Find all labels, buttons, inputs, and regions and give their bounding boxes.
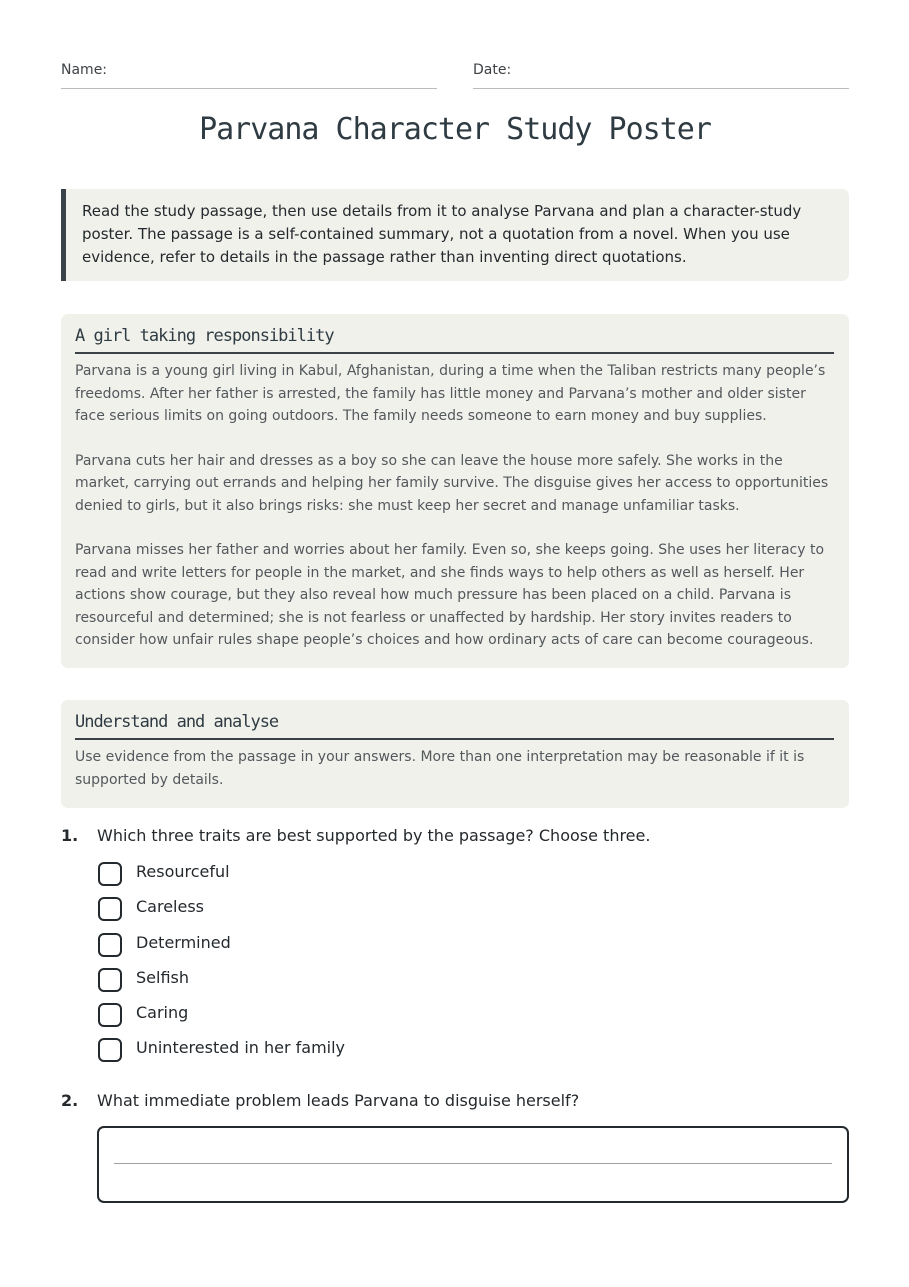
option-uninterested[interactable] <box>97 1036 697 1071</box>
option-label: Caring <box>136 1003 189 1023</box>
question-number: 1. <box>61 826 79 845</box>
option-label: Determined <box>136 932 231 952</box>
understand-panel <box>61 700 849 808</box>
checkbox[interactable] <box>98 933 122 957</box>
option-selfish[interactable] <box>97 966 697 1001</box>
option-label: Resourceful <box>136 862 230 881</box>
passage-paragraph: Parvana is a young girl living in Kabul, Afghanistan, during a time when the Taliban restricts many people’s freedoms. After her father is arrested, the family has little money and Parvana’s mother and older sister face serious limits on going outdoors. The family needs someone to earn money and buy supplies. <box>75 363 826 424</box>
name-field[interactable] <box>61 58 437 89</box>
question-text: What immediate problem leads Parvana to disguise herself? <box>97 1091 580 1110</box>
date-label: Date: <box>473 62 512 78</box>
passage-body <box>75 360 834 652</box>
option-caring[interactable] <box>97 1001 697 1036</box>
answer-line <box>114 1163 832 1164</box>
header-fields <box>61 58 849 90</box>
option-determined[interactable] <box>97 931 697 966</box>
answer-box[interactable] <box>97 1126 849 1203</box>
passage-heading: A girl taking responsibility <box>75 326 834 354</box>
option-resourceful[interactable] <box>97 860 697 895</box>
passage-paragraph: Parvana cuts her hair and dresses as a boy so she can leave the house more safely. She works in the market, carrying out errands and helping her family survive. The disguise gives her access to opportunities denied to girls, but it also brings risks: she must keep her secret and manage unfamiliar tasks. <box>75 452 829 514</box>
checkbox[interactable] <box>98 968 122 992</box>
understand-text: Use evidence from the passage in your answers. More than one interpretation may be reasonable if it is supported by details. <box>75 749 805 788</box>
option-label: Careless <box>136 897 205 917</box>
question-number: 2. <box>61 1091 79 1110</box>
checkbox[interactable] <box>98 1038 122 1062</box>
trait-options <box>97 860 697 1072</box>
understand-heading: Understand and analyse <box>75 712 834 740</box>
passage-paragraph: Parvana misses her father and worries about her family. Even so, she keeps going. She uses her literacy to read and write letters for people in the market, and she finds ways to help others as well as herself. Her actions show courage, but they also reveal how much pressure has been placed on a child. Parvana is resourceful and determined; she is not fearless or unaffected by hardship. Her story invites readers to consider how unfair rules shape people’s choices and how ordinary acts of care can become courageous. <box>75 542 825 648</box>
checkbox[interactable] <box>98 862 122 886</box>
checkbox[interactable] <box>98 897 122 921</box>
question-text: Which three traits are best supported by the passage? Choose three. <box>97 826 651 845</box>
checkbox[interactable] <box>98 1003 122 1027</box>
name-label: Name: <box>61 62 108 78</box>
option-label: Selfish <box>136 967 189 987</box>
page-title: Parvana Character Study Poster <box>199 112 711 147</box>
option-careless[interactable] <box>97 895 697 930</box>
study-passage-panel <box>61 314 849 668</box>
date-field[interactable] <box>473 58 849 89</box>
instructions-callout: Read the study passage, then use details from it to analyse Parvana and plan a character-study poster. The passage is a self-contained summary, not a quotation from a novel. When you use evidence, refer to details in the passage rather than inventing direct quotations. <box>61 189 849 281</box>
option-label: Uninterested in her family <box>136 1038 346 1058</box>
